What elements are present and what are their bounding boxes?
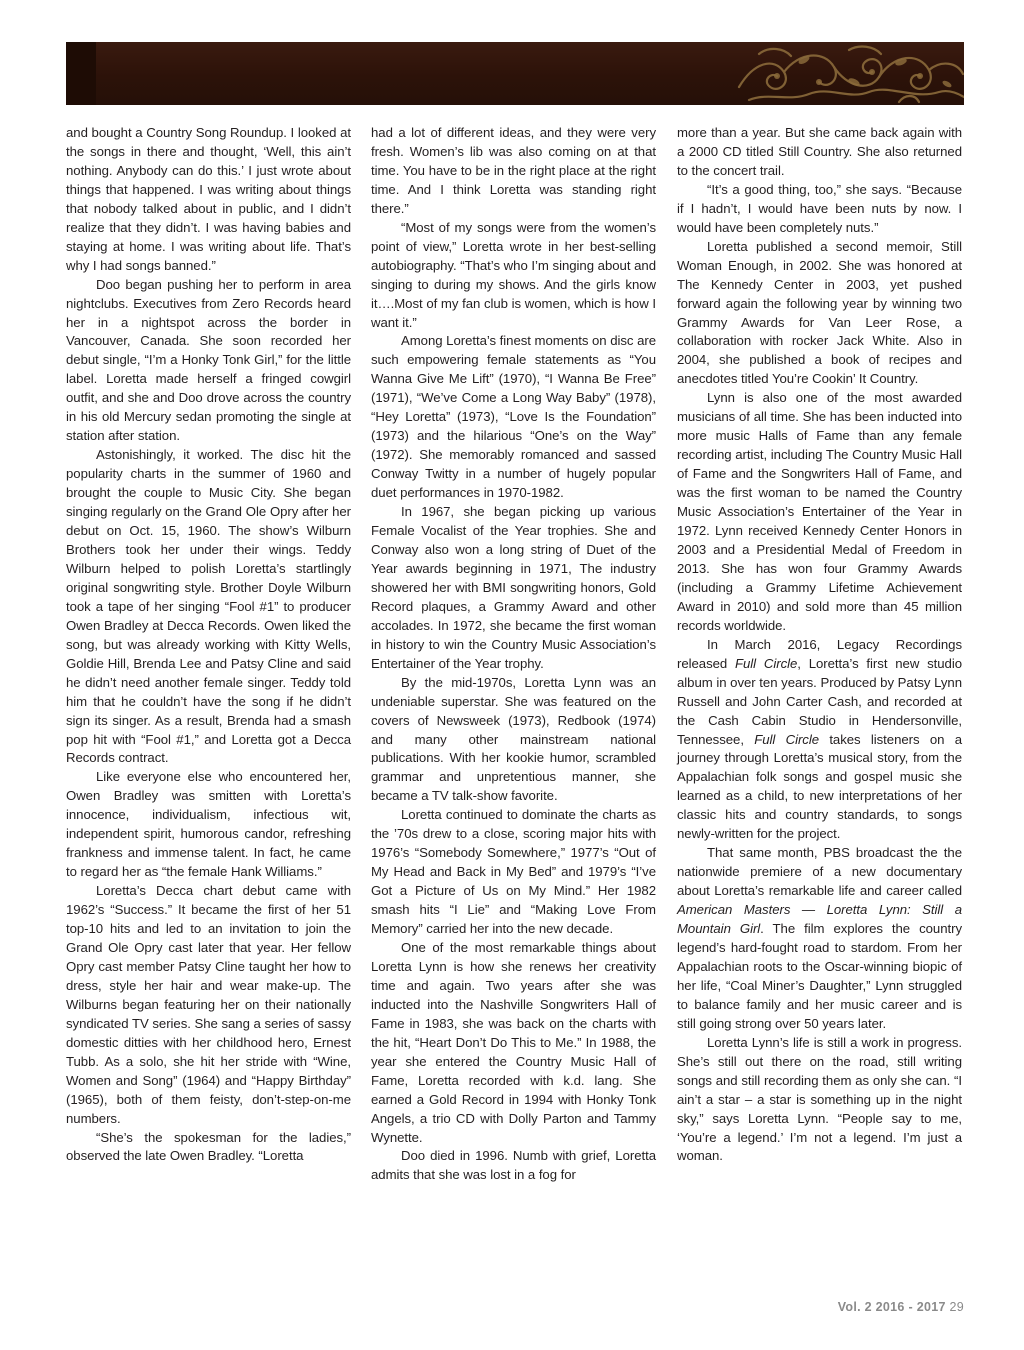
paragraph-text: Loretta’s Decca chart debut came with 1962’s “Success.” It became the first of her 51 top-10 hits and led to an invitation to join the Grand Ole Opry cast later that year. Her fellow Opry cast member Patsy Cline taught her how to dress, style her hair and wear make-up. The Wilburns began featuring her on their nationally syndicated TV series. She sang a series of sassy domestic ditties with her childhood hero, Ernest Tubb. As a solo, she hit her stride with “Wine, Women and Song” (1964) and “Happy Birthday” (1965), both of them feisty, don’t-step-on-me numbers. [66,883,351,1126]
italic-title: Full Circle [754,731,820,747]
paragraph [371,939,656,1147]
paragraph-text: and bought a Country Song Roundup. I looked at the songs in there and thought, ‘Well, this ain’t nothing. Anybody can do this.’ I just wrote about things that happened. I was writing about things that nobody talked about in public, and I didn’t realize that they didn’t. I was having babies and staying at home. I was writing about life. That’s why I had songs banned.” [66,125,351,273]
paragraph [371,1147,656,1185]
floral-scroll-ornament-icon [729,42,964,105]
paragraph [66,446,351,768]
paragraph [677,389,962,635]
paragraph [371,219,656,333]
paragraph [677,238,962,390]
paragraph-text: One of the most remarkable things about Loretta Lynn is how she renews her creativity time and again. Two years after she was inducted into the Nashville Songwriters Hall of Fame in 1983, she was back on the charts with the hit, “Heart Don’t Do This to Me.” In 1988, the year she entered the Country Music Hall of Fame, Loretta recorded with k.d. lang. She earned a Gold Record in 1994 with Honky Tonk Angels, a trio CD with Dolly Parton and Tammy Wynette. [371,939,656,1145]
paragraph [66,276,351,447]
paragraph-text: By the mid-1970s, Loretta Lynn was an undeniable superstar. She was featured on the covers of Newsweek (1973), Redbook (1974) and many other mainstream national publications. With her kookie humor, scrambled grammar and unpretentious manner, she became a TV talk-show favorite. [371,674,656,804]
paragraph-text: Like everyone else who encountered her, Owen Bradley was smitten with Loretta’s innocence, individualism, infectious wit, independent spirit, humorous candor, refreshing frankness and immense talent. In fact, he came to regard her as “the female Hank Williams.” [66,769,351,880]
paragraph [677,1034,962,1167]
paragraph [677,844,962,1034]
paragraph-text: In March 2016, Legacy Recordings released [677,636,962,671]
paragraph [677,181,962,238]
article-column-2 [371,124,656,1185]
paragraph-text: Loretta continued to dominate the charts as the ’70s drew to a close, scoring major hits with 1976’s “Somebody Somewhere,” 1977’s “Out of My Head and Back in My Bed” and 1979’s “I’ve Got a Picture of Us on My Mind.” Her 1982 smash hits “I Lie” and “Making Love From Memory” carried her into the new decade. [371,807,656,937]
paragraph [66,124,351,276]
paragraph-text: “It’s a good thing, too,” she says. “Because if I hadn’t, I would have been nuts by now. I would have been completely nuts.” [677,181,962,235]
paragraph [371,332,656,503]
paragraph-text: That same month, PBS broadcast the the nationwide premiere of a new documentary about Loretta’s remarkable life and career called [677,845,962,899]
paragraph-text: “Most of my songs were from the women’s point of view,” Loretta wrote in her best-selling autobiography. “That’s who I’m singing about and singing to during my shows. And the girls know it….Most of my fan club is women, which is how I want it.” [371,219,656,330]
paragraph [371,806,656,939]
article-column-1 [66,124,351,1166]
italic-title: American Masters — Loretta Lynn: Still a Mountain Girl [677,902,962,937]
paragraph [371,503,656,674]
paragraph-text: Doo began pushing her to perform in area nightclubs. Executives from Zero Records heard her in a nightspot across the border in Vancouver, Canada. She soon recorded her debut single, “I’m a Honky Tonk Girl,” for the little label. Loretta made herself a fringed cowgirl outfit, and she and Doo drove across the country in his old Mercury sedan promoting the single at station after station. [66,276,351,444]
paragraph [66,882,351,1128]
paragraph-text: Loretta Lynn’s life is still a work in progress. She’s still out there on the road, still writing songs and still recording them as only she can. “I ain’t a star – a star is something up in the night sky,” says Loretta Lynn. “People say to me, ‘You’re a legend.’ I’m not a legend. I’m just a woman. [677,1034,962,1164]
paragraph-text: , Loretta’s first new studio album in over ten years. Produced by Patsy Lynn Russell and John Carter Cash, and recorded at the Cash Cabin Studio in Hendersonville, Tennessee, [677,655,962,747]
paragraph [371,674,656,807]
header-left-tab [66,42,96,105]
paragraph-text: takes listeners on a journey through Loretta’s musical story, from the Appalachian folk songs and gospel music she learned as a child, to new interpretations of her classic hits and country standards, to songs newly-written for the project. [677,731,962,842]
paragraph [677,636,962,844]
paragraph [677,124,962,181]
paragraph-text: “She’s the spokesman for the ladies,” observed the late Owen Bradley. “Loretta [66,1129,351,1164]
paragraph-text: Among Loretta’s finest moments on disc are such empowering female statements as “You Wanna Give Me Lift” (1970), “I Wanna Be Free” (1971), “We’ve Come a Long Way Baby” (1978), “Hey Loretta” (1973), “Love Is the Foundation” (1973) and the hilarious “One’s on the Way” (1972). She memorably romanced and sassed Conway Twitty in a number of hugely popular duet performances in 1970-1982. [371,333,656,501]
italic-title: Full Circle [735,655,798,671]
paragraph-text: Astonishingly, it worked. The disc hit the popularity charts in the summer of 1960 and brought the couple to Music City. She began singing regularly on the Grand Ole Opry after her debut on Oct. 15, 1960. The show’s Wilburn Brothers took her under their wings. Teddy Wilburn helped to polish Loretta’s startlingly original songwriting style. Brother Doyle Wilburn took a tape of her singing “Fool #1” to producer Owen Bradley at Decca Records. Owen liked the song, but was already working with Kitty Wells, Goldie Hill, Brenda Lee and Patsy Cline and said he didn’t need another female singer. Teddy told him that he couldn’t have the song if he didn’t sign its singer. As a result, Brenda had a smash pop hit with “Fool #1,” and Loretta got a Decca Records contract. [66,447,351,766]
paragraph [371,124,656,219]
header-band [66,42,964,105]
paragraph-text: more than a year. But she came back again with a 2000 CD titled Still Country. She also returned to the concert trail. [677,125,962,178]
paragraph-text: Loretta published a second memoir, Still Woman Enough, in 2002. She was honored at The Kennedy Center in 2003, yet pushed forward again the following year by winning two Grammy Awards for Van Leer Rose, a collaboration with rocker Jack White. Also in 2004, she published a book of recipes and anecdotes titled You’re Cookin’ It Country. [677,238,962,387]
paragraph-text: Lynn is also one of the most awarded musicians of all time. She has been inducted into more music Halls of Fame than any female recording artist, including The Country Music Hall of Fame and the Songwriters Hall of Fame, and was the first woman to be named the Country Music Association’s Entertainer of the Year in 1972. Lynn received Kennedy Center Honors in 2003 and a Presidential Medal of Freedom in 2013. She has won four Grammy Awards (including a Grammy Lifetime Achievement Award in 2010) and sold more than 45 million records worldwide. [677,390,962,633]
page-footer [838,1300,964,1314]
article-column-3 [677,124,962,1166]
paragraph [66,1129,351,1167]
volume-label: Vol. 2 2016 - 2017 [837,1300,946,1314]
paragraph-text: . The film explores the country legend’s hard-fought road to stardom. From her Appalachian roots to the Oscar-winning biopic of her life, “Coal Miner’s Daughter,” Lynn struggled to balance family and her music career and is still going strong over 50 years later. [677,921,962,1031]
paragraph-text: In 1967, she began picking up various Female Vocalist of the Year trophies. She and Conway also won a long string of Duet of the Year awards beginning in 1971, The industry showered her with BMI songwriting honors, Gold Record plaques, a Grammy Award and other accolades. In 1972, she became the first woman in history to win the Country Music Association’s Entertainer of the Year trophy. [371,504,656,671]
page-number: 29 [949,1300,964,1314]
paragraph-text: Doo died in 1996. Numb with grief, Loretta admits that she was lost in a fog for [371,1148,656,1183]
paragraph [66,768,351,882]
paragraph-text: had a lot of different ideas, and they were very fresh. Women’s lib was also coming on at that time. You have to be in the right place at the right time. And I think Loretta was standing right there.” [371,125,656,216]
